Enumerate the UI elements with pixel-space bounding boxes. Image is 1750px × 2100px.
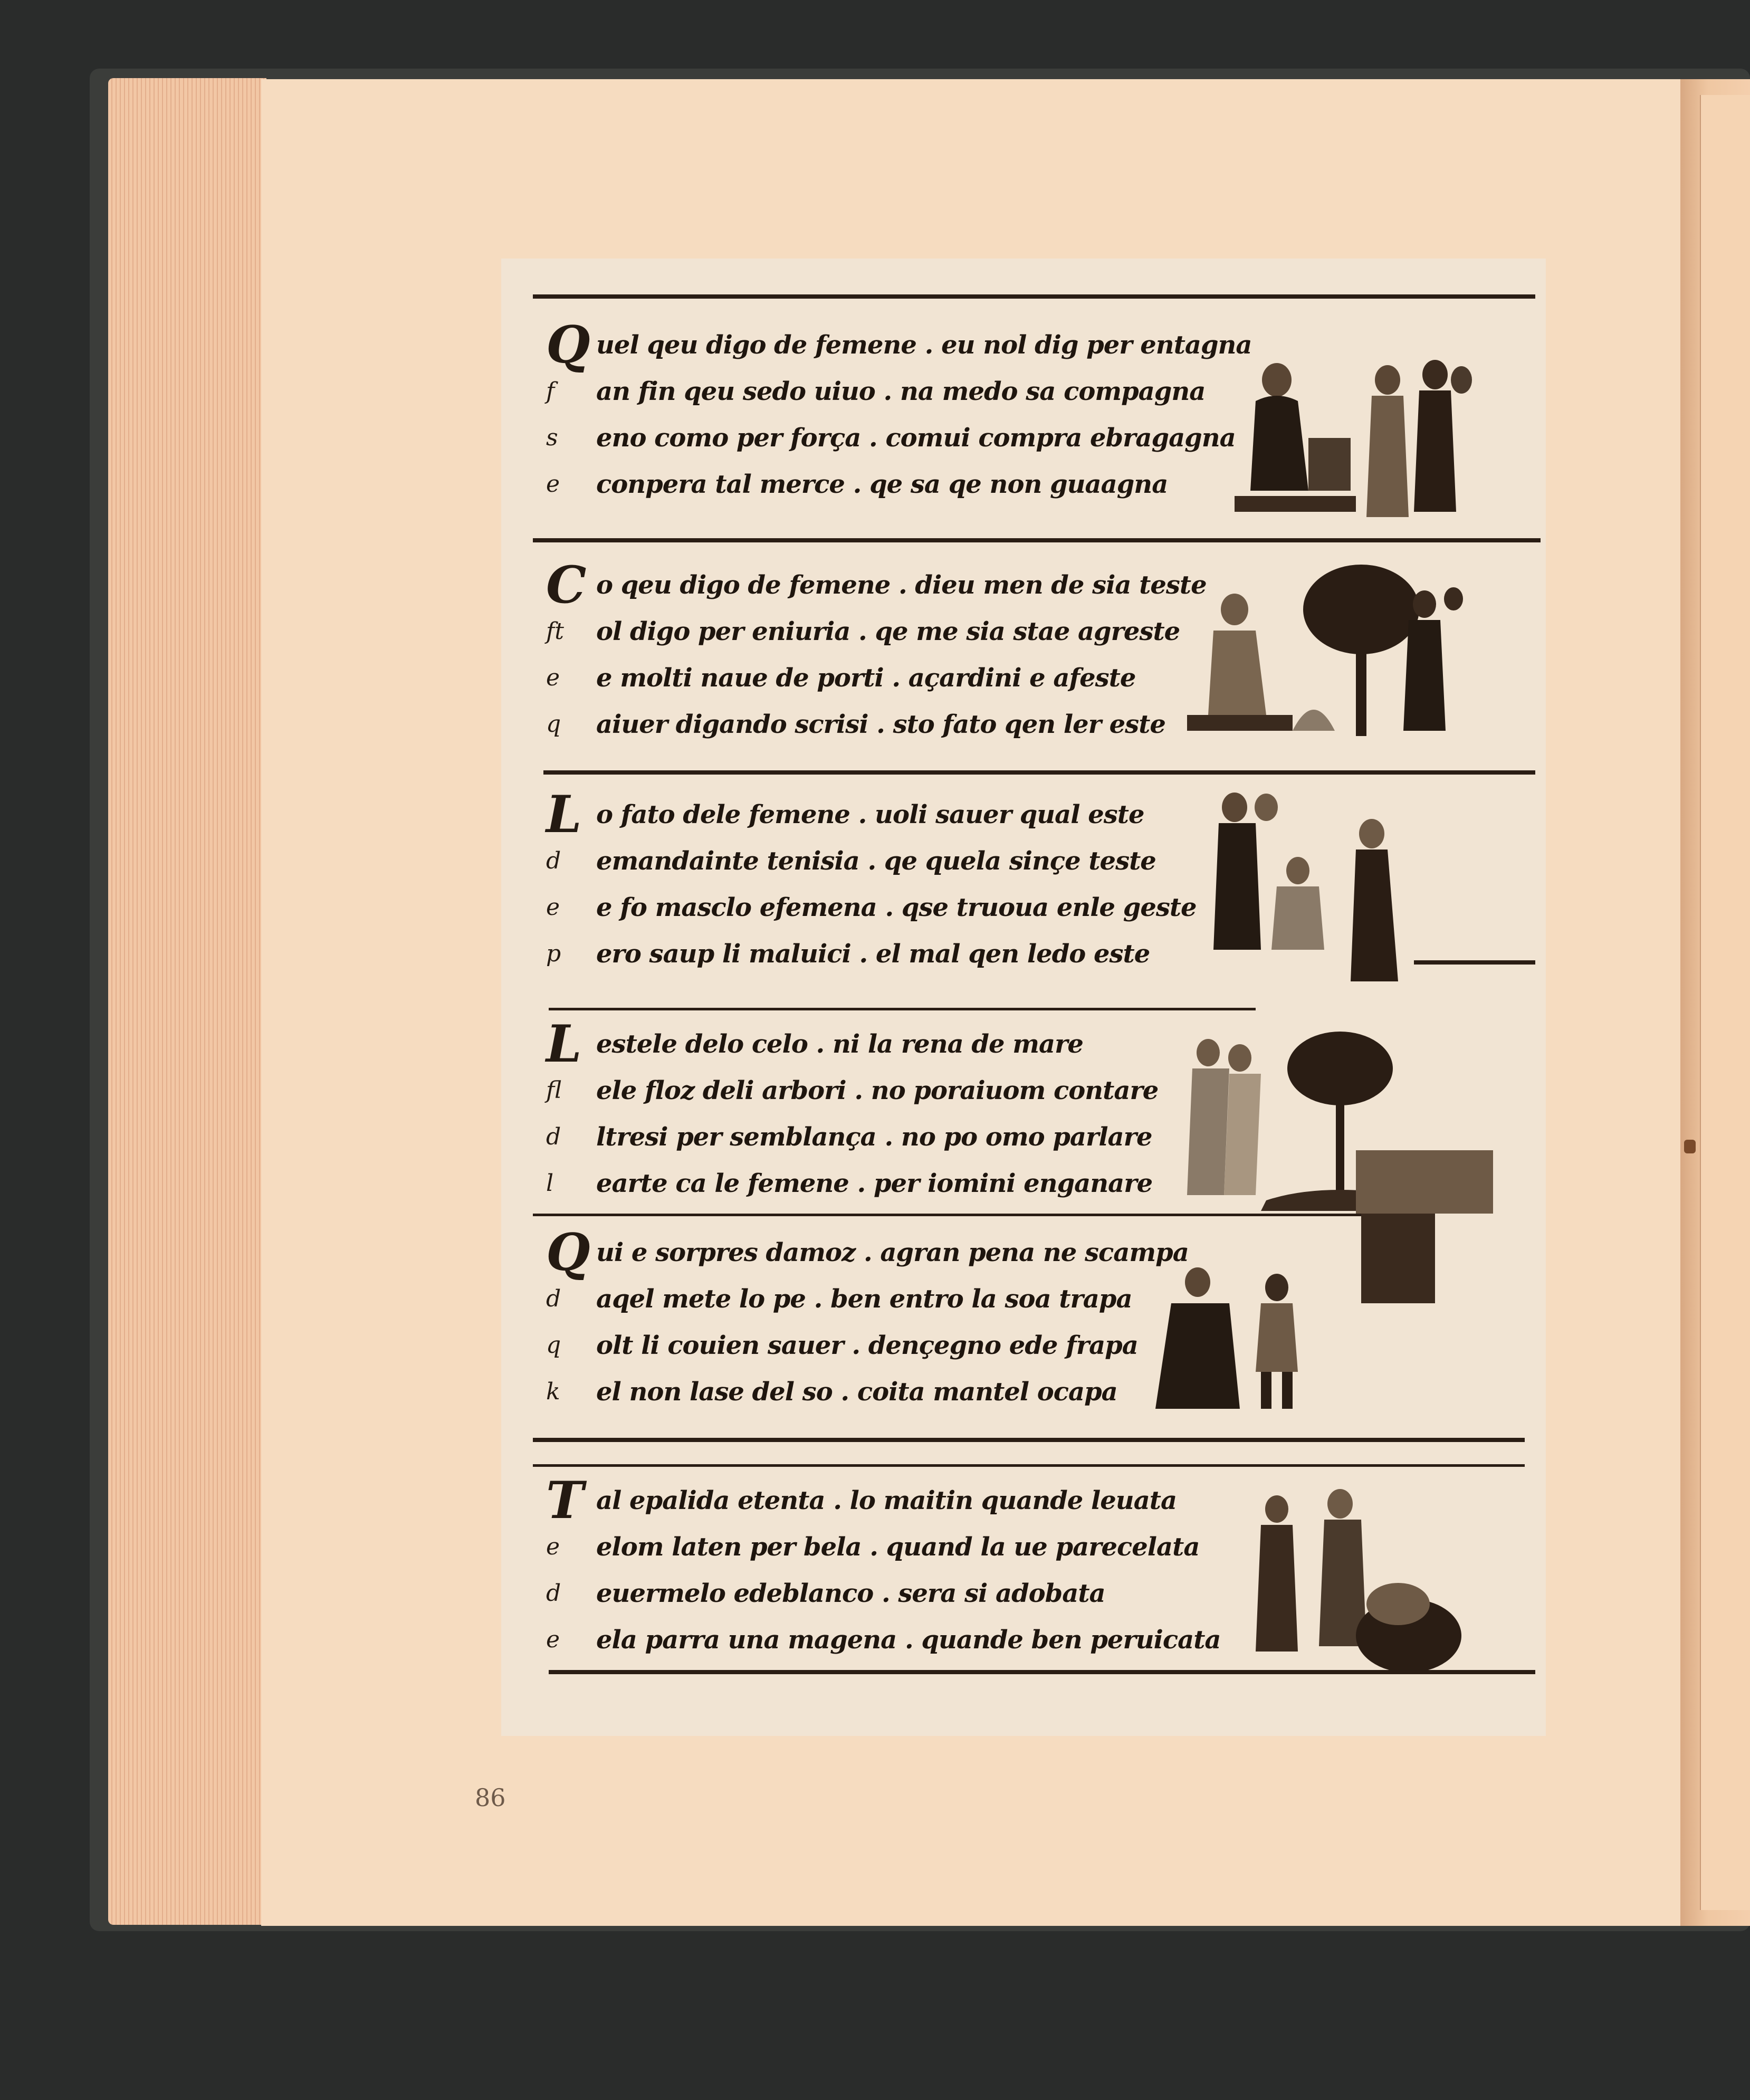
line-initial: q [546, 1332, 561, 1359]
verse-line: ero saup li maluici . el mal qen ledo este [596, 939, 1150, 969]
verse-line: uel qeu digo de femene . eu nol dig per entagna [596, 330, 1252, 360]
verse-line: aiuer digando scrisi . sto fato qen ler este [596, 710, 1165, 739]
stanza-verse [596, 322, 1252, 508]
line-initial: d [546, 1580, 561, 1607]
verse-line: an fin qeu sedo uiuo . na medo sa compagna [596, 377, 1206, 406]
line-initial: f [546, 378, 555, 405]
line-initial: q [546, 711, 561, 738]
stanza-initials [546, 315, 590, 508]
line-initial: d [546, 1285, 561, 1312]
miniature-illustration [1240, 1477, 1461, 1688]
verse-line: e fo masclo efemena . qse truoua enle geste [596, 893, 1197, 922]
line-initial: d [546, 847, 561, 874]
line-initial: e [546, 1626, 560, 1653]
verse-line: earte ca le femene . per iomini enganare [596, 1169, 1153, 1198]
manuscript-plate [501, 259, 1546, 1736]
stanza-initials [546, 1471, 584, 1663]
stanza-verse [596, 562, 1207, 748]
ruling-line [543, 770, 1535, 775]
line-initial: k [546, 1378, 560, 1405]
verse-line: aqel mete lo pe . ben entro la soa trapa [596, 1284, 1132, 1314]
stanza-verse [596, 1477, 1220, 1663]
verse-line: ol digo per eniuria . qe me sia stae agreste [596, 617, 1180, 646]
verse-line: elom laten per bela . quand la ue parecelata [596, 1532, 1200, 1562]
stanza-verse [596, 1229, 1189, 1415]
page-edges [108, 78, 266, 1925]
line-initial: e [546, 1533, 560, 1560]
line-initial: fl [546, 1077, 562, 1104]
line-initial: p [546, 940, 561, 967]
verse-line: o qeu digo de femene . dieu men de sia teste [596, 570, 1207, 600]
stanza-2 [501, 555, 1546, 762]
stanza-initials [546, 785, 582, 977]
verse-line: ui e sorpres damoz . agran pena ne scampa [596, 1238, 1189, 1267]
line-initial: e [546, 471, 560, 498]
verse-line: emandainte tenisia . qe quela sinçe teste [596, 846, 1156, 876]
ruling-line [1414, 960, 1535, 965]
line-initial: ft [546, 618, 564, 645]
page-number: 86 [475, 1783, 506, 1812]
stanza-6 [501, 1471, 1546, 1678]
verse-line: o fato dele femene . uoli sauer qual este [596, 800, 1144, 829]
verse-line: olt li couien sauer . dençegno ede frapa [596, 1331, 1138, 1360]
page-tab-marker [1684, 1140, 1696, 1153]
initial-letter: C [546, 555, 587, 615]
ruling-line [549, 1670, 1535, 1674]
verse-line: e molti naue de porti . açardini e afeste [596, 663, 1136, 693]
verse-line: ela parra una magena . quande ben peruicata [596, 1625, 1221, 1655]
verse-line: eno como per força . comui compra ebragagna [596, 423, 1236, 453]
stanza-verse [596, 791, 1197, 977]
stanza-initials [546, 555, 587, 748]
line-initial: e [546, 664, 560, 691]
line-initial: s [546, 424, 558, 451]
ruling-line [533, 1438, 1525, 1442]
ruling-line [533, 294, 1535, 299]
verse-line: ele floz deli arbori . no poraiuom contare [596, 1076, 1159, 1105]
ruling-line [533, 538, 1541, 542]
ruling-line [533, 1464, 1525, 1467]
verse-line: estele delo celo . ni la rena de mare [596, 1029, 1083, 1059]
verse-line: conpera tal merce . qe sa qe non guaagna [596, 470, 1168, 499]
verse-line: euermelo edeblanco . sera si adobata [596, 1579, 1105, 1608]
ruling-line [549, 1008, 1256, 1010]
initial-letter: L [546, 785, 582, 844]
stanza-initials [546, 1014, 582, 1207]
stanza-verse [596, 1021, 1158, 1207]
facing-page-edge [1700, 95, 1750, 1910]
miniature-illustration [1229, 359, 1483, 533]
line-initial: d [546, 1123, 561, 1150]
miniature-illustration [1134, 1150, 1493, 1425]
miniature-illustration [1203, 791, 1414, 992]
line-initial: l [546, 1170, 554, 1197]
initial-letter: Q [546, 315, 590, 375]
verse-line: ltresi per semblança . no po omo parlare [596, 1122, 1152, 1152]
stanza-5 [501, 1223, 1546, 1430]
miniature-illustration [1177, 562, 1472, 752]
initial-letter: T [546, 1471, 584, 1530]
initial-letter: Q [546, 1223, 590, 1282]
line-initial: e [546, 894, 560, 921]
verse-line: al epalida etenta . lo maitin quande leuata [596, 1486, 1177, 1515]
initial-letter: L [546, 1014, 582, 1074]
verse-line: el non lase del so . coita mantel ocapa [596, 1377, 1117, 1407]
stanza-1 [501, 315, 1546, 522]
stanza-initials [546, 1223, 590, 1415]
stanza-3 [501, 785, 1546, 992]
